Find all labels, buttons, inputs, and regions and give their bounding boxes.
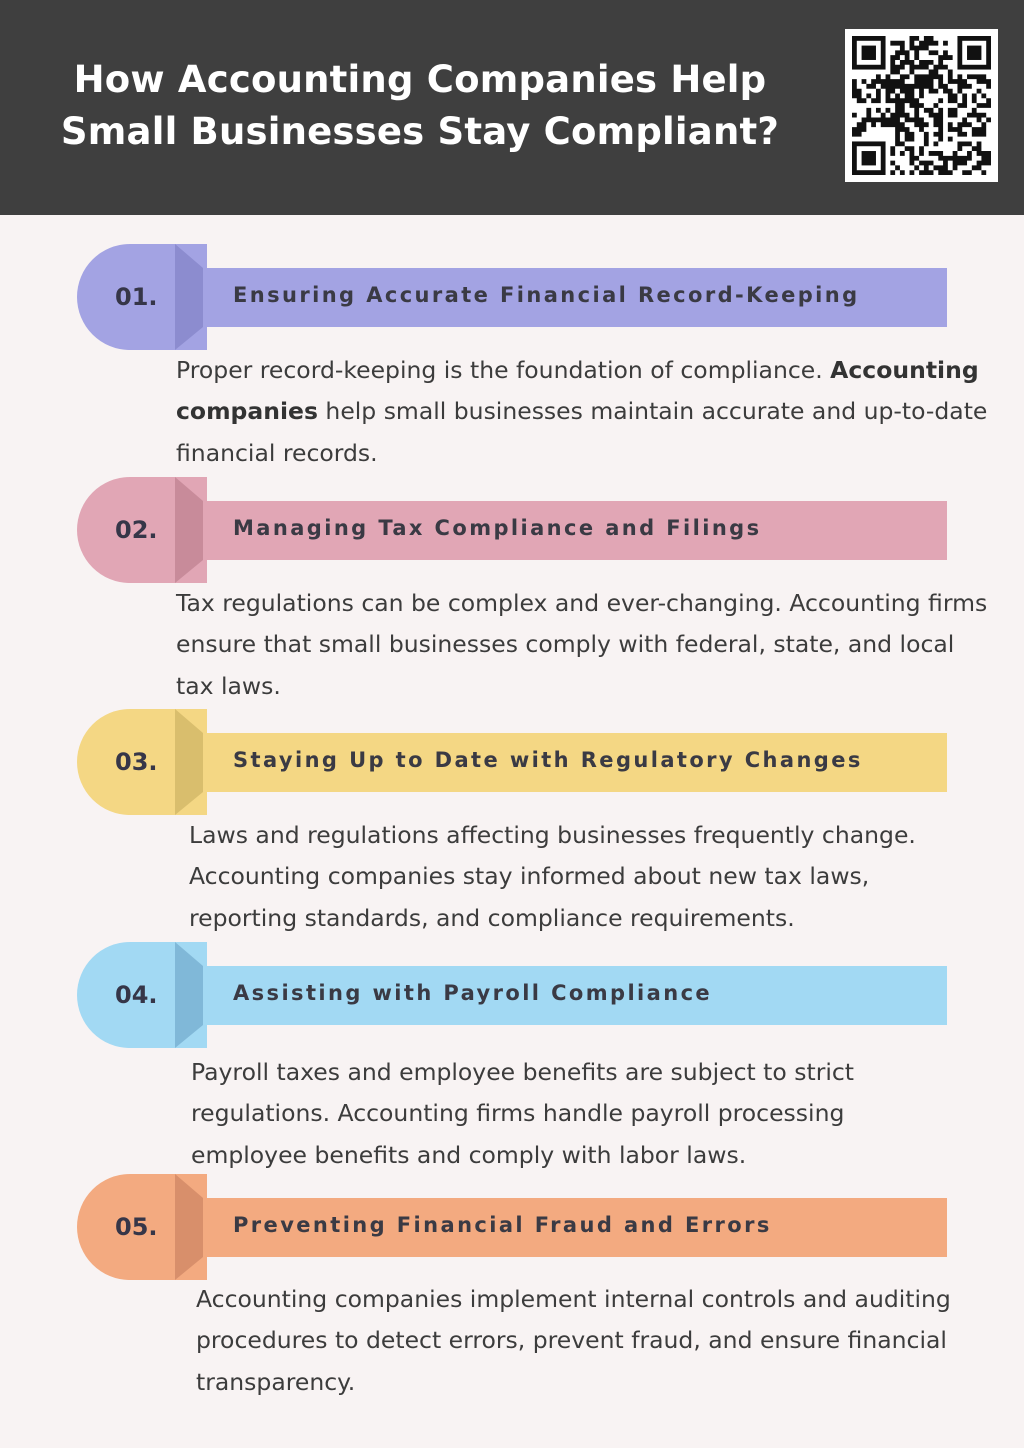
item-number: 02. (115, 516, 158, 544)
item-number: 05. (115, 1213, 158, 1241)
item-heading: Preventing Financial Fraud and Errors (233, 1213, 772, 1237)
ribbon-fold (175, 942, 203, 1048)
item-description-4: Payroll taxes and employee benefits are subject to strict regulations. Accounting firms handle payroll processing employee benefits and comply with labor laws. (191, 1058, 855, 1169)
title-line-2: Small Businesses Stay Compliant? (60, 110, 780, 153)
item-description-1: Proper record-keeping is the foundation of compliance. Accounting companies help small businesses maintain accurate and up-to-date financial records. (176, 356, 988, 467)
item-description-5: Accounting companies implement internal controls and auditing procedures to detect errors, prevent fraud, and ensure financial transparency. (196, 1285, 951, 1396)
title-line-1: How Accounting Companies Help (73, 58, 767, 101)
qr-code-image (845, 29, 998, 182)
item-number: 01. (115, 283, 158, 311)
item-heading: Ensuring Accurate Financial Record-Keeping (233, 283, 860, 307)
item-heading: Staying Up to Date with Regulatory Changes (233, 748, 863, 772)
item-number: 04. (115, 981, 158, 1009)
page-title (20, 54, 820, 158)
item-description-2: Tax regulations can be complex and ever-changing. Accounting firms ensure that small businesses comply with federal, state, and local tax laws. (176, 589, 988, 700)
item-description-3: Laws and regulations affecting businesses frequently change. Accounting companies stay informed about new tax laws, reporting standards, and compliance requirements. (189, 821, 916, 932)
emphasis-text: Accounting companies (176, 356, 979, 426)
ribbon-fold (175, 709, 203, 815)
ribbon-fold (175, 1174, 203, 1280)
item-heading: Managing Tax Compliance and Filings (233, 516, 762, 540)
item-heading: Assisting with Payroll Compliance (233, 981, 713, 1005)
header-banner (0, 0, 1024, 215)
ribbon-fold (175, 244, 203, 350)
item-number: 03. (115, 748, 158, 776)
ribbon-fold (175, 477, 203, 583)
